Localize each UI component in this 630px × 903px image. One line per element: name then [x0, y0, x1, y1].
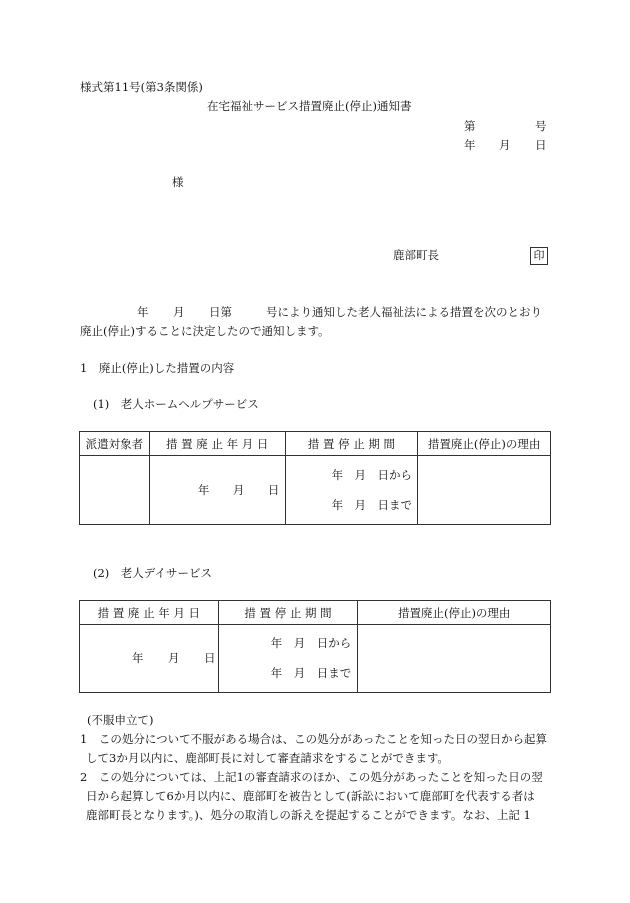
service1-header-target: 派遣対象者	[80, 432, 150, 456]
issuer-name: 鹿部町長	[393, 248, 439, 262]
service1-target-cell	[80, 456, 150, 525]
service1-header-reason: 措置廃止(停止)の理由	[418, 432, 551, 456]
objection-item1-line1: 1 この処分について不服がある場合は、この処分があったことを知った日の翌日から起算	[80, 732, 547, 746]
intro-year: 年	[137, 305, 149, 319]
service2-header-suspend-period: 措 置 停 止 期 間	[218, 601, 358, 625]
number-prefix: 第	[464, 119, 476, 133]
objection-item1-line2: して3か月以内に、鹿部町長に対して審査請求をすることができます。	[86, 751, 449, 765]
service2-date-year: 年	[132, 651, 144, 665]
section1-heading: 1 廃止(停止)した措置の内容	[80, 361, 235, 375]
service1-period-to: 年 月 日まで	[331, 498, 413, 512]
addressee-suffix: 様	[172, 175, 184, 189]
intro-day-no: 日第	[209, 305, 232, 319]
objection-item2-line3: 鹿部町長となります。)、処分の取消しの訴えを提起することができます。なお、上記 1	[86, 808, 531, 822]
intro-rest-line1: 号により通知した老人福祉法による措置を次のとおり	[266, 305, 542, 319]
document-title: 在宅福祉サービス措置廃止(停止)通知書	[207, 99, 412, 113]
service1-header-abolish-date: 措 置 廃 止 年 月 日	[149, 432, 285, 456]
service1-table	[79, 431, 551, 525]
service1-date-month: 月	[232, 483, 245, 497]
service2-period-to: 年 月 日まで	[270, 666, 352, 680]
service1-reason-cell	[418, 456, 551, 525]
service1-heading: (1) 老人ホームヘルプサービス	[93, 397, 259, 411]
header-date-day: 日	[535, 138, 547, 152]
service2-header-reason: 措置廃止(停止)の理由	[358, 601, 551, 625]
service2-period-from: 年 月 日から	[270, 636, 352, 650]
service2-date-day: 日	[204, 651, 216, 665]
service2-date-month: 月	[168, 651, 180, 665]
service1-abolish-date-cell	[149, 456, 285, 525]
service1-date-day: 日	[267, 483, 280, 497]
form-number: 様式第11号(第3条関係)	[80, 80, 203, 94]
header-date-month: 月	[499, 138, 511, 152]
intro-month: 月	[173, 305, 185, 319]
intro-line2: 廃止(停止)することに決定したので通知します。	[80, 324, 330, 338]
header-date-year: 年	[464, 138, 476, 152]
service2-table	[79, 600, 551, 693]
seal-mark: 印	[530, 247, 548, 265]
number-suffix: 号	[535, 119, 547, 133]
service2-period-cell	[218, 625, 358, 693]
objection-item2-line2: 日から起算して6か月以内に、鹿部町を被告として(訴訟において鹿部町を代表する者は	[86, 789, 535, 803]
objection-heading: (不服申立て)	[87, 713, 154, 727]
service1-date-year: 年	[197, 483, 210, 497]
service1-header-suspend-period: 措 置 停 止 期 間	[285, 432, 418, 456]
service2-header-abolish-date: 措 置 廃 止 年 月 日	[80, 601, 219, 625]
service2-reason-cell	[358, 625, 551, 693]
service2-abolish-date-cell	[80, 625, 219, 693]
objection-item2-line1: 2 この処分については、上記1の審査請求のほか、この処分があったことを知った日の翌	[80, 770, 543, 784]
service1-period-from: 年 月 日から	[331, 468, 413, 482]
service1-period-cell	[285, 456, 418, 525]
service2-heading: (2) 老人デイサービス	[93, 566, 212, 580]
